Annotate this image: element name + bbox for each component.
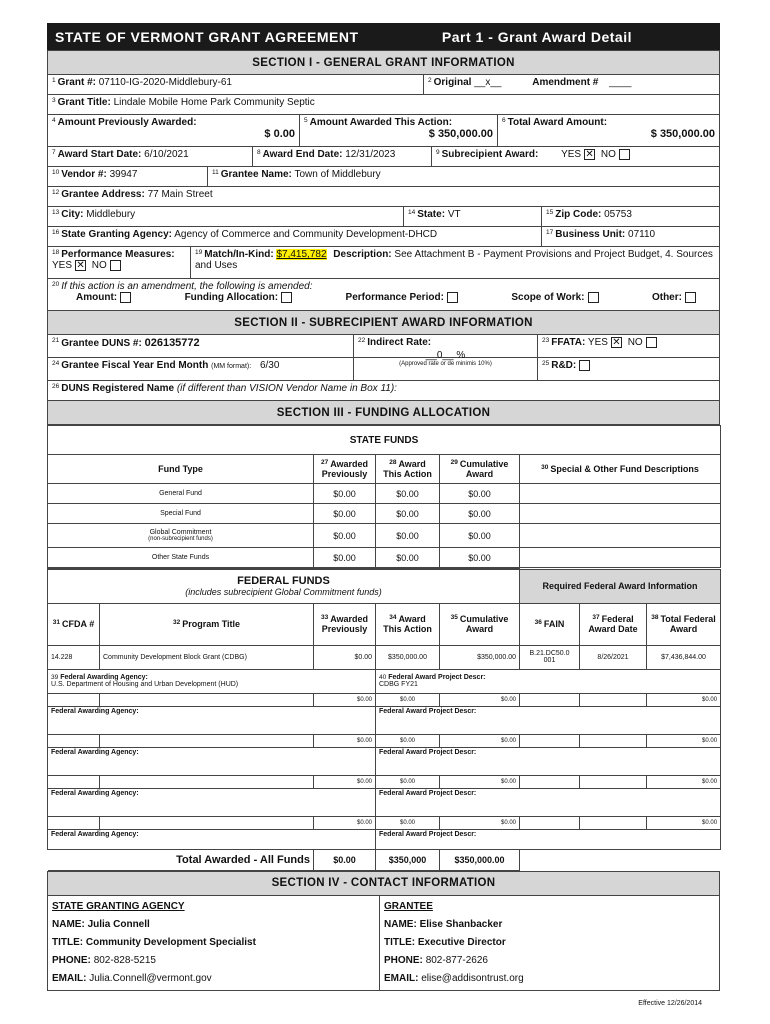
total-row: Total Awarded - All Funds $0.00 $350,000 $350,000.00 (48, 849, 721, 870)
prev-awarded-cell: $^4$ Amount Previously Awarded: $ 0.00 (48, 115, 300, 146)
performance-yes-checkbox[interactable]: ✕ (76, 260, 85, 271)
grant-title-cell: $^3$ Grant Title: Lindale Mobile Home Park Community Septic (52, 97, 315, 108)
table-row: Global Commitment (non-subrecipient funds) $0.00 $0.00 $0.00 (48, 524, 721, 548)
duns-registered-cell: $^{26}$ DUNS Registered Name (if different than VISION Vendor Name in Box 11): (52, 383, 397, 394)
col-fund-type: Fund Type (48, 455, 314, 484)
ffata-cell: $^{23}$ FFATA: YES ✕ NO (538, 335, 719, 357)
form-part: Part 1 - Grant Award Detail (441, 28, 632, 45)
section-3-heading: SECTION III - FUNDING ALLOCATION (47, 401, 720, 425)
total-award-cell: $^6$ Total Award Amount: $ 350,000.00 (502, 117, 715, 140)
form-header (47, 23, 720, 50)
grant-title: Lindale Mobile Home Park Community Septic (113, 97, 315, 108)
match-amount: $7,415,782 (276, 249, 327, 260)
original-amendment-cell: $^2$ Original __x__ Amendment # ____ (428, 77, 632, 88)
business-unit-cell: $^{17}$ Business Unit: 07110 (546, 229, 656, 240)
ffata-yes-checkbox[interactable]: ✕ (612, 337, 621, 348)
duns-cell: $^{21}$ Grantee DUNS #: 026135772 (48, 335, 354, 357)
indirect-rate-cell: $^{22}$ Indirect Rate: (354, 335, 538, 357)
grantee-email-link[interactable]: elise@addisontrust.org (421, 972, 524, 984)
rd-checkbox[interactable] (579, 360, 590, 371)
amend-funding-checkbox[interactable] (281, 292, 292, 303)
effective-date: Effective 12/26/2014 (638, 1000, 702, 1007)
grantee-address-cell: $^{12}$ Grantee Address: 77 Main Street (52, 189, 213, 200)
end-date-cell: $^8$ Award End Date: 12/31/2023 (253, 147, 432, 166)
section-2-heading: SECTION II - SUBRECIPIENT AWARD INFORMATION (47, 311, 720, 335)
state-funds-table: STATE FUNDS Fund Type $^{27}$ Awarded Previously $^{28}$ Award This Action $^{29}$ Cumulative Award $^{30}$ Special & Other Fund Descriptions General Fund $0.00 $0.00 $0.00 Special Fund $0.00 $0.00 $0.00 Global Commitment (non-subrecipient funds) $0.00 $0.00 $0.00 Other State Funds $0.00 $0.00 $0.00 (47, 425, 721, 568)
form-title: STATE OF VERMONT GRANT AGREEMENT (55, 28, 359, 45)
subrecipient-no-checkbox[interactable] (619, 149, 630, 160)
grant-agreement-form (47, 23, 720, 991)
table-row: 14.228 Community Development Block Grant (CDBG) $0.00 $350,000.00 $350,000.00 B.21.DC50.0 001 8/26/2021 $7,436,844.00 (48, 645, 721, 669)
start-date-cell: $^7$ Award Start Date: 6/10/2021 (48, 147, 253, 166)
grantee-contact: GRANTEE NAME: Elise Shanbacker TITLE: Executive Director PHONE: 802-877-2626 EMAIL: elise@addisontrust.org (384, 900, 524, 984)
subrecipient-yes-checkbox[interactable]: ✕ (585, 149, 594, 160)
section-4-heading: SECTION IV - CONTACT INFORMATION (47, 871, 720, 896)
section-1-heading: SECTION I - GENERAL GRANT INFORMATION (47, 50, 720, 75)
subrecipient-cell: $^9$ Subrecipient Award: YES ✕ NO (432, 147, 719, 166)
city-cell: $^{13}$ City: Middlebury (48, 207, 404, 226)
state-cell: $^{14}$ State: VT (404, 207, 542, 226)
table-row: General Fund $0.00 $0.00 $0.00 (48, 484, 721, 504)
agency-cell: $^{16}$ State Granting Agency: Agency of Commerce and Community Development-DHCD (48, 227, 542, 246)
amendment-cell: $^{20}$ If this action is an amendment, the following is amended: Amount: Funding Allocation: Performance Period: Scope of Work: Other: (48, 279, 719, 310)
indirect-rate-value: __0__ % (Approved rate or de minimis 10%) (354, 348, 538, 380)
state-contact: STATE GRANTING AGENCY NAME: Julia Connell TITLE: Community Development Specialist PHONE: 802-828-5215 EMAIL: Julia.Connell@vermont.gov (48, 896, 380, 990)
grant-number: 07110-IG-2020-Middlebury-61 (98, 77, 232, 88)
state-funds-title: STATE FUNDS (48, 426, 721, 455)
table-row: Special Fund $0.00 $0.00 $0.00 (48, 504, 721, 524)
amend-scope-checkbox[interactable] (588, 292, 599, 303)
grant-number-cell: $^1$ Grant #: 07110-IG-2020-Middlebury-61 (48, 75, 424, 94)
amend-period-checkbox[interactable] (447, 292, 458, 303)
federal-funds-table: FEDERAL FUNDS (includes subrecipient Global Commitment funds) Required Federal Award Information $^{31}$ CFDA # $^{32}$ Program Title $^{33}$ Awarded Previously $^{34}$ Award This Action $^{35}$ Cumulative Award $^{36}$ FAIN $^{37}$ Federal Award Date $^{38}$ Total Federal Award 14.228 Community Development Block Grant (CDBG) $0.00 $350,000.00 $350,000.00 B.21.DC50.0 001 8/26/2021 $7,436,844.00 $^{39}$ Federal Awarding Agency: U.S. Department of Housing and Urban Development (HUD) $^{40}$ Federal Award Project Descr: CDBG FY21 $0.00 $0.00 $0.00 $0.00 Federal Awarding Agency: Federal Award Project Descr: $0.00 $0.00 $0.00 $0.00 Federal Awarding Agency: Federal Award Project Descr: $0.00 $0.00 $0.00 $0.00 Federal Awarding Agency: Federal Award Project Descr: $0.00 $0.00 $0.00 $0.00 Federal Awarding Agency: Federal Award Project Descr: Total Awarded - All Funds $0.00 $350,000 $350,000.00 (47, 568, 721, 871)
grantee-name-cell: $^{11}$ Grantee Name: Town of Middlebury (212, 169, 381, 180)
zip-cell: $^{15}$ Zip Code: 05753 (546, 209, 632, 220)
match-cell: $^{19}$ Match/In-Kind: $7,415,782 Description: See Attachment B - Payment Provisions and Project Budget, 4. Sources and Uses (195, 249, 713, 271)
rd-cell: $^{25}$ R&D: (538, 358, 719, 380)
performance-no-checkbox[interactable] (110, 260, 121, 271)
this-action-cell: $^5$ Amount Awarded This Action: $ 350,000.00 (300, 115, 498, 146)
amend-other-checkbox[interactable] (685, 292, 696, 303)
performance-measures-cell: $^{18}$ Performance Measures: YES ✕ NO (48, 247, 191, 278)
ffata-no-checkbox[interactable] (646, 337, 657, 348)
vendor-cell: $^{10}$ Vendor #: 39947 (48, 167, 208, 186)
amend-amount-checkbox[interactable] (120, 292, 131, 303)
required-federal-heading: Required Federal Award Information (520, 569, 721, 603)
table-row: Other State Funds $0.00 $0.00 $0.00 (48, 548, 721, 568)
state-email-link[interactable]: Julia.Connell@vermont.gov (89, 972, 212, 984)
fiscal-year-cell: $^{24}$ Grantee Fiscal Year End Month (MM format): 6/30 (48, 358, 354, 380)
